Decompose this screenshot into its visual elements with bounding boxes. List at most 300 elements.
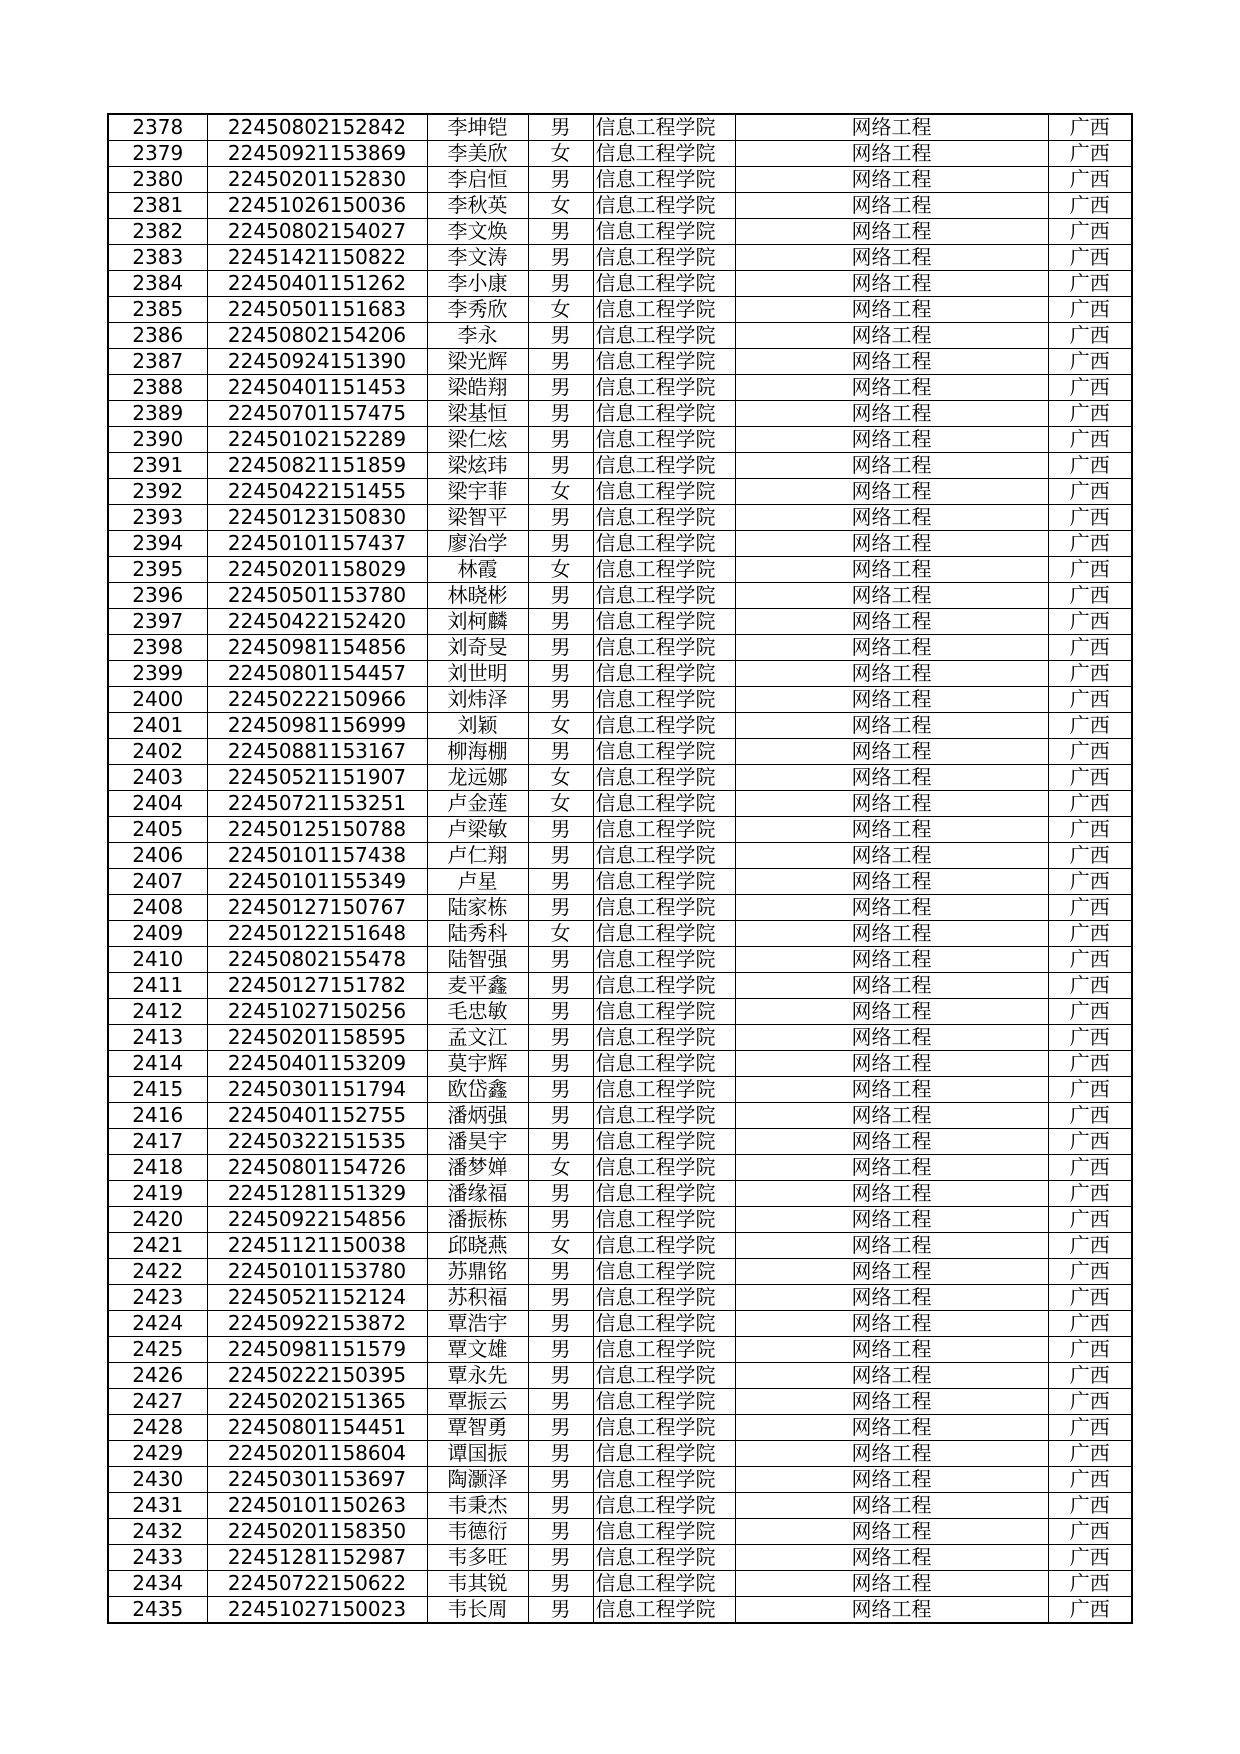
college-cell: 信息工程学院 [593, 1493, 735, 1519]
province-cell: 广西 [1048, 583, 1132, 609]
province-cell: 广西 [1048, 1025, 1132, 1051]
student-id-cell: 22450322151535 [207, 1129, 427, 1155]
name-cell: 刘奇旻 [427, 635, 528, 661]
student-id-cell: 22451026150036 [207, 193, 427, 219]
gender-cell: 男 [528, 1311, 593, 1337]
name-cell: 莫宇辉 [427, 1051, 528, 1077]
major-cell: 网络工程 [735, 817, 1048, 843]
serial-number-cell: 2395 [108, 557, 207, 583]
province-cell: 广西 [1048, 193, 1132, 219]
college-cell: 信息工程学院 [593, 817, 735, 843]
serial-number-cell: 2379 [108, 141, 207, 167]
table-row [108, 1545, 1132, 1571]
serial-number-cell: 2406 [108, 843, 207, 869]
student-id-cell: 22450301153697 [207, 1467, 427, 1493]
gender-cell: 男 [528, 635, 593, 661]
name-cell: 林晓彬 [427, 583, 528, 609]
name-cell: 刘世明 [427, 661, 528, 687]
serial-number-cell: 2399 [108, 661, 207, 687]
table-row [108, 1519, 1132, 1545]
table-row [108, 505, 1132, 531]
student-id-cell: 22450881153167 [207, 739, 427, 765]
serial-number-cell: 2378 [108, 114, 207, 141]
province-cell: 广西 [1048, 245, 1132, 271]
gender-cell: 男 [528, 1285, 593, 1311]
college-cell: 信息工程学院 [593, 791, 735, 817]
college-cell: 信息工程学院 [593, 141, 735, 167]
major-cell: 网络工程 [735, 921, 1048, 947]
province-cell: 广西 [1048, 1077, 1132, 1103]
college-cell: 信息工程学院 [593, 531, 735, 557]
province-cell: 广西 [1048, 427, 1132, 453]
name-cell: 韦其锐 [427, 1571, 528, 1597]
student-id-cell: 22451421150822 [207, 245, 427, 271]
province-cell: 广西 [1048, 1545, 1132, 1571]
student-id-cell: 22450922153872 [207, 1311, 427, 1337]
serial-number-cell: 2427 [108, 1389, 207, 1415]
province-cell: 广西 [1048, 921, 1132, 947]
table-row [108, 271, 1132, 297]
name-cell: 李坤铠 [427, 114, 528, 141]
student-id-cell: 22450924151390 [207, 349, 427, 375]
province-cell: 广西 [1048, 557, 1132, 583]
student-id-cell: 22450401151262 [207, 271, 427, 297]
province-cell: 广西 [1048, 141, 1132, 167]
name-cell: 卢仁翔 [427, 843, 528, 869]
gender-cell: 男 [528, 973, 593, 999]
gender-cell: 男 [528, 583, 593, 609]
college-cell: 信息工程学院 [593, 1155, 735, 1181]
student-id-cell: 22450981151579 [207, 1337, 427, 1363]
name-cell: 李永 [427, 323, 528, 349]
college-cell: 信息工程学院 [593, 1571, 735, 1597]
province-cell: 广西 [1048, 869, 1132, 895]
province-cell: 广西 [1048, 271, 1132, 297]
name-cell: 李启恒 [427, 167, 528, 193]
college-cell: 信息工程学院 [593, 895, 735, 921]
gender-cell: 男 [528, 687, 593, 713]
name-cell: 谭国振 [427, 1441, 528, 1467]
table-row [108, 739, 1132, 765]
student-id-cell: 22450102152289 [207, 427, 427, 453]
table-row [108, 323, 1132, 349]
college-cell: 信息工程学院 [593, 401, 735, 427]
major-cell: 网络工程 [735, 843, 1048, 869]
gender-cell: 男 [528, 1493, 593, 1519]
name-cell: 潘昊宇 [427, 1129, 528, 1155]
gender-cell: 男 [528, 1181, 593, 1207]
gender-cell: 男 [528, 505, 593, 531]
table-row [108, 1077, 1132, 1103]
gender-cell: 男 [528, 453, 593, 479]
student-id-cell: 22450422151455 [207, 479, 427, 505]
province-cell: 广西 [1048, 479, 1132, 505]
gender-cell: 男 [528, 1597, 593, 1624]
name-cell: 龙远娜 [427, 765, 528, 791]
major-cell: 网络工程 [735, 1363, 1048, 1389]
table-row [108, 1467, 1132, 1493]
major-cell: 网络工程 [735, 895, 1048, 921]
table-row [108, 999, 1132, 1025]
gender-cell: 男 [528, 219, 593, 245]
province-cell: 广西 [1048, 375, 1132, 401]
college-cell: 信息工程学院 [593, 1389, 735, 1415]
province-cell: 广西 [1048, 661, 1132, 687]
student-id-cell: 22450802155478 [207, 947, 427, 973]
college-cell: 信息工程学院 [593, 1467, 735, 1493]
student-id-cell: 22451027150023 [207, 1597, 427, 1624]
serial-number-cell: 2392 [108, 479, 207, 505]
name-cell: 潘振栋 [427, 1207, 528, 1233]
gender-cell: 男 [528, 401, 593, 427]
major-cell: 网络工程 [735, 973, 1048, 999]
province-cell: 广西 [1048, 453, 1132, 479]
gender-cell: 男 [528, 1129, 593, 1155]
province-cell: 广西 [1048, 1181, 1132, 1207]
serial-number-cell: 2413 [108, 1025, 207, 1051]
college-cell: 信息工程学院 [593, 245, 735, 271]
college-cell: 信息工程学院 [593, 765, 735, 791]
major-cell: 网络工程 [735, 999, 1048, 1025]
major-cell: 网络工程 [735, 401, 1048, 427]
major-cell: 网络工程 [735, 1155, 1048, 1181]
name-cell: 韦多旺 [427, 1545, 528, 1571]
name-cell: 刘炜泽 [427, 687, 528, 713]
major-cell: 网络工程 [735, 219, 1048, 245]
table-row [108, 1571, 1132, 1597]
table-row [108, 167, 1132, 193]
major-cell: 网络工程 [735, 114, 1048, 141]
major-cell: 网络工程 [735, 1415, 1048, 1441]
serial-number-cell: 2402 [108, 739, 207, 765]
college-cell: 信息工程学院 [593, 635, 735, 661]
table-row [108, 869, 1132, 895]
gender-cell: 男 [528, 375, 593, 401]
province-cell: 广西 [1048, 1415, 1132, 1441]
gender-cell: 男 [528, 1077, 593, 1103]
province-cell: 广西 [1048, 791, 1132, 817]
name-cell: 陆智强 [427, 947, 528, 973]
serial-number-cell: 2389 [108, 401, 207, 427]
student-id-cell: 22450722150622 [207, 1571, 427, 1597]
province-cell: 广西 [1048, 1285, 1132, 1311]
table-row [108, 219, 1132, 245]
province-cell: 广西 [1048, 323, 1132, 349]
college-cell: 信息工程学院 [593, 1285, 735, 1311]
college-cell: 信息工程学院 [593, 713, 735, 739]
college-cell: 信息工程学院 [593, 921, 735, 947]
college-cell: 信息工程学院 [593, 271, 735, 297]
gender-cell: 女 [528, 765, 593, 791]
serial-number-cell: 2416 [108, 1103, 207, 1129]
college-cell: 信息工程学院 [593, 349, 735, 375]
student-id-cell: 22450501153780 [207, 583, 427, 609]
college-cell: 信息工程学院 [593, 375, 735, 401]
province-cell: 广西 [1048, 401, 1132, 427]
college-cell: 信息工程学院 [593, 1597, 735, 1624]
serial-number-cell: 2431 [108, 1493, 207, 1519]
college-cell: 信息工程学院 [593, 947, 735, 973]
student-id-cell: 22450202151365 [207, 1389, 427, 1415]
name-cell: 潘梦婵 [427, 1155, 528, 1181]
gender-cell: 男 [528, 999, 593, 1025]
province-cell: 广西 [1048, 609, 1132, 635]
gender-cell: 男 [528, 843, 593, 869]
name-cell: 梁光辉 [427, 349, 528, 375]
name-cell: 潘缘福 [427, 1181, 528, 1207]
province-cell: 广西 [1048, 1571, 1132, 1597]
gender-cell: 男 [528, 245, 593, 271]
name-cell: 梁宇菲 [427, 479, 528, 505]
serial-number-cell: 2405 [108, 817, 207, 843]
student-id-cell: 22450821151859 [207, 453, 427, 479]
province-cell: 广西 [1048, 947, 1132, 973]
student-id-cell: 22450201158029 [207, 557, 427, 583]
name-cell: 梁皓翔 [427, 375, 528, 401]
province-cell: 广西 [1048, 739, 1132, 765]
student-id-cell: 22450123150830 [207, 505, 427, 531]
name-cell: 陶灏泽 [427, 1467, 528, 1493]
college-cell: 信息工程学院 [593, 1025, 735, 1051]
table-row [108, 1103, 1132, 1129]
gender-cell: 女 [528, 713, 593, 739]
gender-cell: 女 [528, 297, 593, 323]
province-cell: 广西 [1048, 167, 1132, 193]
student-id-cell: 22450201158604 [207, 1441, 427, 1467]
table-row [108, 557, 1132, 583]
serial-number-cell: 2397 [108, 609, 207, 635]
table-row [108, 687, 1132, 713]
student-id-cell: 22450981156999 [207, 713, 427, 739]
gender-cell: 男 [528, 817, 593, 843]
table-row [108, 1493, 1132, 1519]
table-row [108, 1597, 1132, 1624]
student-id-cell: 22450101157437 [207, 531, 427, 557]
name-cell: 韦长周 [427, 1597, 528, 1624]
table-row [108, 1025, 1132, 1051]
student-id-cell: 22450521151907 [207, 765, 427, 791]
major-cell: 网络工程 [735, 1571, 1048, 1597]
student-id-cell: 22450802154206 [207, 323, 427, 349]
college-cell: 信息工程学院 [593, 1363, 735, 1389]
name-cell: 李文焕 [427, 219, 528, 245]
name-cell: 苏积福 [427, 1285, 528, 1311]
name-cell: 刘颖 [427, 713, 528, 739]
table-row [108, 1441, 1132, 1467]
name-cell: 李秀欣 [427, 297, 528, 323]
student-id-cell: 22451281152987 [207, 1545, 427, 1571]
serial-number-cell: 2434 [108, 1571, 207, 1597]
table-row [108, 609, 1132, 635]
student-id-cell: 22450222150966 [207, 687, 427, 713]
serial-number-cell: 2414 [108, 1051, 207, 1077]
table-row [108, 245, 1132, 271]
serial-number-cell: 2401 [108, 713, 207, 739]
college-cell: 信息工程学院 [593, 557, 735, 583]
table-row [108, 1337, 1132, 1363]
roster-body [108, 114, 1132, 1623]
gender-cell: 男 [528, 531, 593, 557]
name-cell: 梁基恒 [427, 401, 528, 427]
table-row [108, 765, 1132, 791]
college-cell: 信息工程学院 [593, 1103, 735, 1129]
major-cell: 网络工程 [735, 557, 1048, 583]
major-cell: 网络工程 [735, 375, 1048, 401]
major-cell: 网络工程 [735, 505, 1048, 531]
table-row [108, 479, 1132, 505]
student-id-cell: 22450401151453 [207, 375, 427, 401]
major-cell: 网络工程 [735, 791, 1048, 817]
province-cell: 广西 [1048, 1363, 1132, 1389]
student-roster-table [107, 113, 1133, 1624]
student-id-cell: 22450501151683 [207, 297, 427, 323]
serial-number-cell: 2426 [108, 1363, 207, 1389]
table-row [108, 141, 1132, 167]
major-cell: 网络工程 [735, 1441, 1048, 1467]
serial-number-cell: 2420 [108, 1207, 207, 1233]
college-cell: 信息工程学院 [593, 1337, 735, 1363]
table-row [108, 921, 1132, 947]
major-cell: 网络工程 [735, 349, 1048, 375]
major-cell: 网络工程 [735, 1103, 1048, 1129]
gender-cell: 男 [528, 1207, 593, 1233]
gender-cell: 男 [528, 1025, 593, 1051]
college-cell: 信息工程学院 [593, 193, 735, 219]
province-cell: 广西 [1048, 1129, 1132, 1155]
gender-cell: 女 [528, 557, 593, 583]
student-id-cell: 22450122151648 [207, 921, 427, 947]
serial-number-cell: 2415 [108, 1077, 207, 1103]
table-row [108, 1259, 1132, 1285]
college-cell: 信息工程学院 [593, 1181, 735, 1207]
province-cell: 广西 [1048, 1207, 1132, 1233]
table-row [108, 843, 1132, 869]
college-cell: 信息工程学院 [593, 661, 735, 687]
college-cell: 信息工程学院 [593, 973, 735, 999]
gender-cell: 女 [528, 479, 593, 505]
major-cell: 网络工程 [735, 479, 1048, 505]
serial-number-cell: 2423 [108, 1285, 207, 1311]
serial-number-cell: 2421 [108, 1233, 207, 1259]
college-cell: 信息工程学院 [593, 1077, 735, 1103]
table-row [108, 1285, 1132, 1311]
college-cell: 信息工程学院 [593, 479, 735, 505]
serial-number-cell: 2418 [108, 1155, 207, 1181]
gender-cell: 男 [528, 1259, 593, 1285]
college-cell: 信息工程学院 [593, 1311, 735, 1337]
serial-number-cell: 2396 [108, 583, 207, 609]
gender-cell: 女 [528, 193, 593, 219]
gender-cell: 男 [528, 271, 593, 297]
name-cell: 李小康 [427, 271, 528, 297]
college-cell: 信息工程学院 [593, 1441, 735, 1467]
gender-cell: 男 [528, 1103, 593, 1129]
major-cell: 网络工程 [735, 635, 1048, 661]
student-id-cell: 22450127150767 [207, 895, 427, 921]
name-cell: 卢梁敏 [427, 817, 528, 843]
college-cell: 信息工程学院 [593, 1129, 735, 1155]
major-cell: 网络工程 [735, 947, 1048, 973]
gender-cell: 男 [528, 1051, 593, 1077]
major-cell: 网络工程 [735, 1597, 1048, 1624]
name-cell: 韦秉杰 [427, 1493, 528, 1519]
major-cell: 网络工程 [735, 713, 1048, 739]
gender-cell: 男 [528, 1415, 593, 1441]
student-id-cell: 22450125150788 [207, 817, 427, 843]
province-cell: 广西 [1048, 1311, 1132, 1337]
major-cell: 网络工程 [735, 531, 1048, 557]
major-cell: 网络工程 [735, 1129, 1048, 1155]
gender-cell: 男 [528, 1337, 593, 1363]
student-id-cell: 22450801154726 [207, 1155, 427, 1181]
name-cell: 覃振云 [427, 1389, 528, 1415]
serial-number-cell: 2410 [108, 947, 207, 973]
student-id-cell: 22450101150263 [207, 1493, 427, 1519]
table-row [108, 1207, 1132, 1233]
serial-number-cell: 2412 [108, 999, 207, 1025]
name-cell: 邱晓燕 [427, 1233, 528, 1259]
table-row [108, 349, 1132, 375]
province-cell: 广西 [1048, 505, 1132, 531]
gender-cell: 男 [528, 1389, 593, 1415]
major-cell: 网络工程 [735, 765, 1048, 791]
province-cell: 广西 [1048, 531, 1132, 557]
major-cell: 网络工程 [735, 245, 1048, 271]
student-id-cell: 22450101157438 [207, 843, 427, 869]
serial-number-cell: 2384 [108, 271, 207, 297]
serial-number-cell: 2424 [108, 1311, 207, 1337]
major-cell: 网络工程 [735, 141, 1048, 167]
table-row [108, 895, 1132, 921]
major-cell: 网络工程 [735, 661, 1048, 687]
serial-number-cell: 2380 [108, 167, 207, 193]
province-cell: 广西 [1048, 1597, 1132, 1624]
major-cell: 网络工程 [735, 1337, 1048, 1363]
name-cell: 李文涛 [427, 245, 528, 271]
table-row [108, 1233, 1132, 1259]
table-row [108, 297, 1132, 323]
serial-number-cell: 2422 [108, 1259, 207, 1285]
gender-cell: 男 [528, 167, 593, 193]
gender-cell: 男 [528, 1363, 593, 1389]
student-id-cell: 22451027150256 [207, 999, 427, 1025]
major-cell: 网络工程 [735, 1051, 1048, 1077]
name-cell: 林霞 [427, 557, 528, 583]
table-row [108, 1155, 1132, 1181]
name-cell: 卢星 [427, 869, 528, 895]
province-cell: 广西 [1048, 817, 1132, 843]
province-cell: 广西 [1048, 297, 1132, 323]
college-cell: 信息工程学院 [593, 999, 735, 1025]
student-id-cell: 22450201152830 [207, 167, 427, 193]
province-cell: 广西 [1048, 1467, 1132, 1493]
college-cell: 信息工程学院 [593, 167, 735, 193]
major-cell: 网络工程 [735, 1207, 1048, 1233]
student-id-cell: 22450422152420 [207, 609, 427, 635]
table-row [108, 193, 1132, 219]
gender-cell: 男 [528, 323, 593, 349]
college-cell: 信息工程学院 [593, 1051, 735, 1077]
table-row [108, 635, 1132, 661]
student-id-cell: 22450521152124 [207, 1285, 427, 1311]
name-cell: 覃永先 [427, 1363, 528, 1389]
name-cell: 陆家栋 [427, 895, 528, 921]
serial-number-cell: 2432 [108, 1519, 207, 1545]
college-cell: 信息工程学院 [593, 427, 735, 453]
serial-number-cell: 2419 [108, 1181, 207, 1207]
student-id-cell: 22450721153251 [207, 791, 427, 817]
name-cell: 覃浩宇 [427, 1311, 528, 1337]
